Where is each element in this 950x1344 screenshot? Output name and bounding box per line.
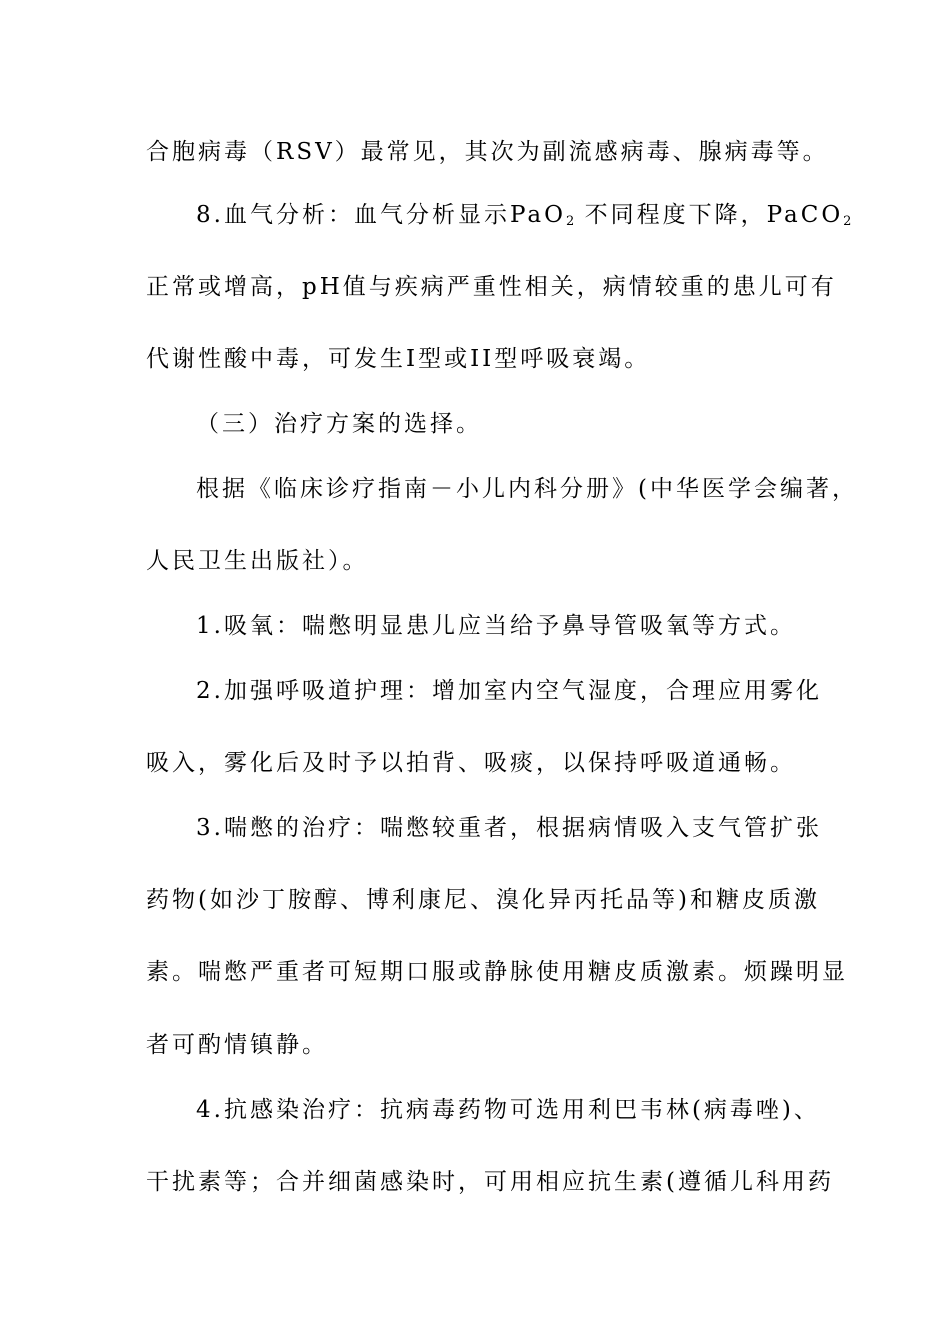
- text-line: 4.抗感染治疗：抗病毒药物可选用利巴韦林(病毒唑)、: [196, 1097, 820, 1123]
- text-line: 2.加强呼吸道护理：增加室内空气湿度，合理应用雾化: [196, 678, 822, 704]
- text-line: 吸入，雾化后及时予以拍背、吸痰，以保持呼吸道通畅。: [146, 750, 796, 776]
- subscript: 2: [843, 214, 852, 229]
- text-line: 干扰素等；合并细菌感染时，可用相应抗生素(遵循儿科用药: [146, 1169, 834, 1195]
- text-line: 1.吸氧：喘憋明显患儿应当给予鼻导管吸氧等方式。: [196, 613, 796, 639]
- text-line: 人民卫生出版社）。: [146, 548, 369, 574]
- text-line: 合胞病毒（RSV）最常见，其次为副流感病毒、腺病毒等。: [146, 139, 829, 165]
- text-line: 正常或增高，pH值与疾病严重性相关，病情较重的患儿可有: [146, 274, 837, 300]
- section-heading: （三）治疗方案的选择。: [196, 411, 482, 437]
- text-line: 代谢性酸中毒，可发生Ⅰ型或II型呼吸衰竭。: [146, 346, 651, 372]
- text-line: 药物(如沙丁胺醇、博利康尼、溴化异丙托品等)和糖皮质激: [146, 887, 820, 913]
- text-segment: 8.血气分析：血气分析显示: [196, 202, 510, 228]
- text-segment: 不同程度下降，: [584, 202, 767, 228]
- text-line: 素。喘憋严重者可短期口服或静脉使用糖皮质激素。烦躁明显: [146, 959, 848, 985]
- text-line-blood-gas: [196, 200, 851, 237]
- text-line: 者可酌情镇静。: [146, 1032, 328, 1058]
- formula-pao2: PaO: [509, 202, 566, 228]
- subscript: 2: [565, 214, 575, 229]
- text-line: 3.喘憋的治疗：喘憋较重者，根据病情吸入支气管扩张: [196, 815, 822, 841]
- formula-paco2: PaCO: [766, 202, 844, 228]
- text-line: 根据《临床诊疗指南－小儿内科分册》(中华医学会编著，: [196, 476, 858, 502]
